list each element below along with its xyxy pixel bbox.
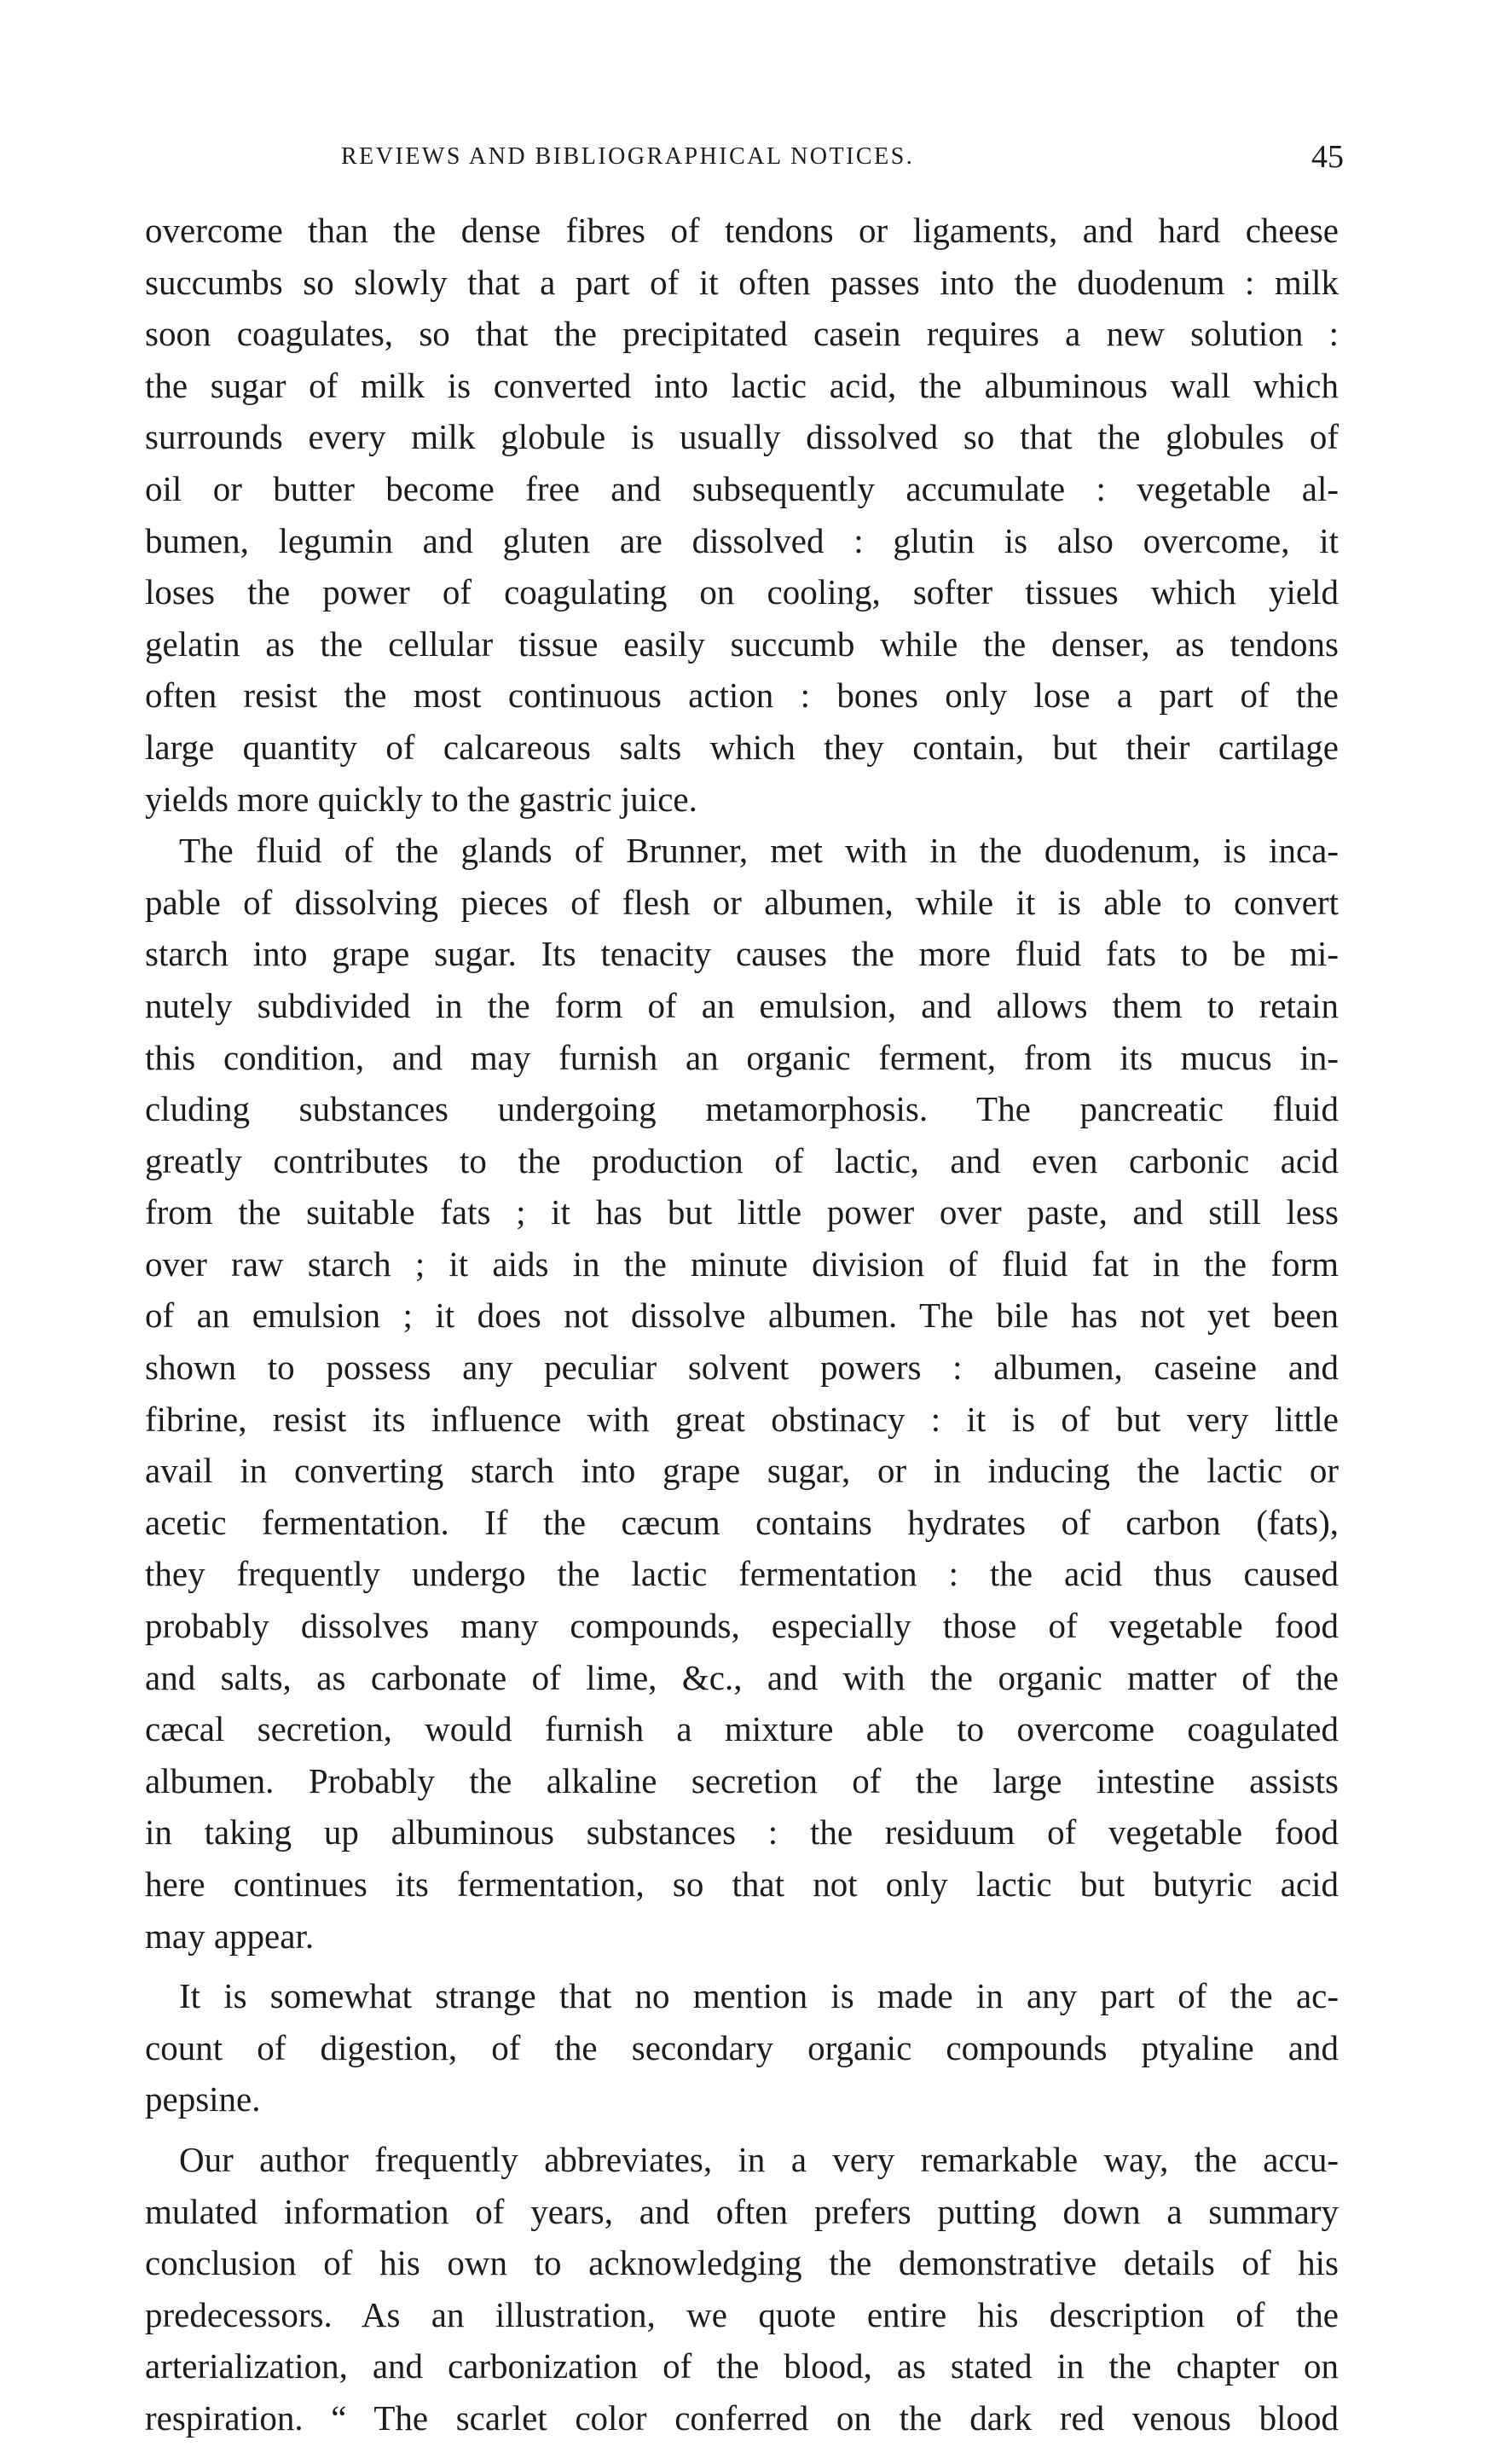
text-line: fibrine, resist its influence with great obstinacy : it is of but very little [145, 1399, 1339, 1439]
paragraph-spacer [145, 1962, 1339, 1970]
page-number: 45 [1311, 139, 1344, 175]
text-line: may appear. [145, 1916, 315, 1956]
text-line: pable of dissolving pieces of flesh or albumen, while it is able to convert [145, 882, 1339, 922]
text-line: overcome than the dense fibres of tendons or ligaments, and hard cheese [145, 211, 1339, 250]
paragraph-2 [145, 825, 1339, 1962]
text-line: starch into grape sugar. Its tenacity causes the more fluid fats to be mi- [145, 934, 1339, 974]
page-header [341, 139, 1364, 184]
text-line: count of digestion, of the secondary organic compounds ptyaline and [145, 2027, 1339, 2067]
text-line: and salts, as carbonate of lime, &c., and with the organic matter of the [145, 1657, 1339, 1697]
text-line: probably dissolves many compounds, especially those of vegetable food [145, 1606, 1339, 1646]
text-line: from the suitable fats ; it has but little power over paste, and still less [145, 1192, 1339, 1232]
text-line: this condition, and may furnish an organic ferment, from its mucus in- [145, 1037, 1339, 1077]
text-line: loses the power of coagulating on cooling, softer tissues which yield [145, 572, 1339, 612]
text-line: gelatin as the cellular tissue easily succumb while the denser, as tendons [145, 623, 1339, 664]
paragraph-spacer [145, 2125, 1339, 2134]
text-line: pepsine. [145, 2079, 261, 2119]
paragraph-1 [145, 205, 1339, 825]
text-line: Our author frequently abbreviates, in a very remarkable way, the accu- [179, 2139, 1339, 2179]
text-line: cæcal secretion, would furnish a mixture able to overcome coagulated [145, 1709, 1339, 1749]
text-line: bumen, legumin and gluten are dissolved : glutin is also overcome, it [145, 520, 1339, 560]
body-text [145, 205, 1339, 2444]
text-line: large quantity of calcareous salts which they contain, but their cartilage [145, 727, 1339, 767]
text-line: of an emulsion ; it does not dissolve albumen. The bile has not yet been [145, 1296, 1339, 1336]
text-line: surrounds every milk globule is usually dissolved so that the globules of [145, 417, 1339, 457]
text-line: here continues its fermentation, so that not only lactic but butyric acid [145, 1864, 1339, 1904]
text-line: acetic fermentation. If the cæcum contains hydrates of carbon (fats), [145, 1502, 1339, 1542]
text-line: succumbs so slowly that a part of it often passes into the duodenum : milk [145, 262, 1339, 302]
text-line: over raw starch ; it aids in the minute division of fluid fat in the form [145, 1244, 1339, 1284]
paragraph-4 [145, 2134, 1339, 2444]
text-line: in taking up albuminous substances : the residuum of vegetable food [145, 1812, 1339, 1852]
text-line: often resist the most continuous action : bones only lose a part of the [145, 675, 1339, 716]
text-line: avail in converting starch into grape sugar, or in inducing the lactic or [145, 1451, 1339, 1491]
text-line: mulated information of years, and often prefers putting down a summary [145, 2191, 1339, 2231]
text-line: albumen. Probably the alkaline secretion of the large intestine assists [145, 1760, 1339, 1800]
text-line: arterialization, and carbonization of the blood, as stated in the chapter on [145, 2346, 1339, 2386]
text-line: predecessors. As an illustration, we quote entire his description of the [145, 2294, 1339, 2334]
text-line: nutely subdivided in the form of an emulsion, and allows them to retain [145, 985, 1339, 1025]
paragraph-3 [145, 1970, 1339, 2125]
text-line: cluding substances undergoing metamorphosis. The pancreatic fluid [145, 1089, 1339, 1129]
text-line: shown to possess any peculiar solvent powers : albumen, caseine and [145, 1348, 1339, 1388]
running-head: REVIEWS AND BIBLIOGRAPHICAL NOTICES. [341, 143, 915, 170]
text-line: oil or butter become free and subsequently accumulate : vegetable al- [145, 468, 1339, 508]
text-line: the sugar of milk is converted into lactic acid, the albuminous wall which [145, 365, 1339, 405]
text-line: respiration. “ The scarlet color conferred on the dark red venous blood [145, 2397, 1339, 2438]
text-line: greatly contributes to the production of lactic, and even carbonic acid [145, 1140, 1339, 1180]
text-line: conclusion of his own to acknowledging the demonstrative details of his [145, 2243, 1339, 2283]
text-line: they frequently undergo the lactic fermentation : the acid thus caused [145, 1554, 1339, 1594]
text-line: It is somewhat strange that no mention is made in any part of the ac- [179, 1976, 1339, 2016]
text-line: The fluid of the glands of Brunner, met with in the duodenum, is inca- [179, 831, 1339, 871]
text-line: soon coagulates, so that the precipitated casein requires a new solution : [145, 314, 1339, 354]
text-line: yields more quickly to the gastric juice. [145, 779, 697, 819]
